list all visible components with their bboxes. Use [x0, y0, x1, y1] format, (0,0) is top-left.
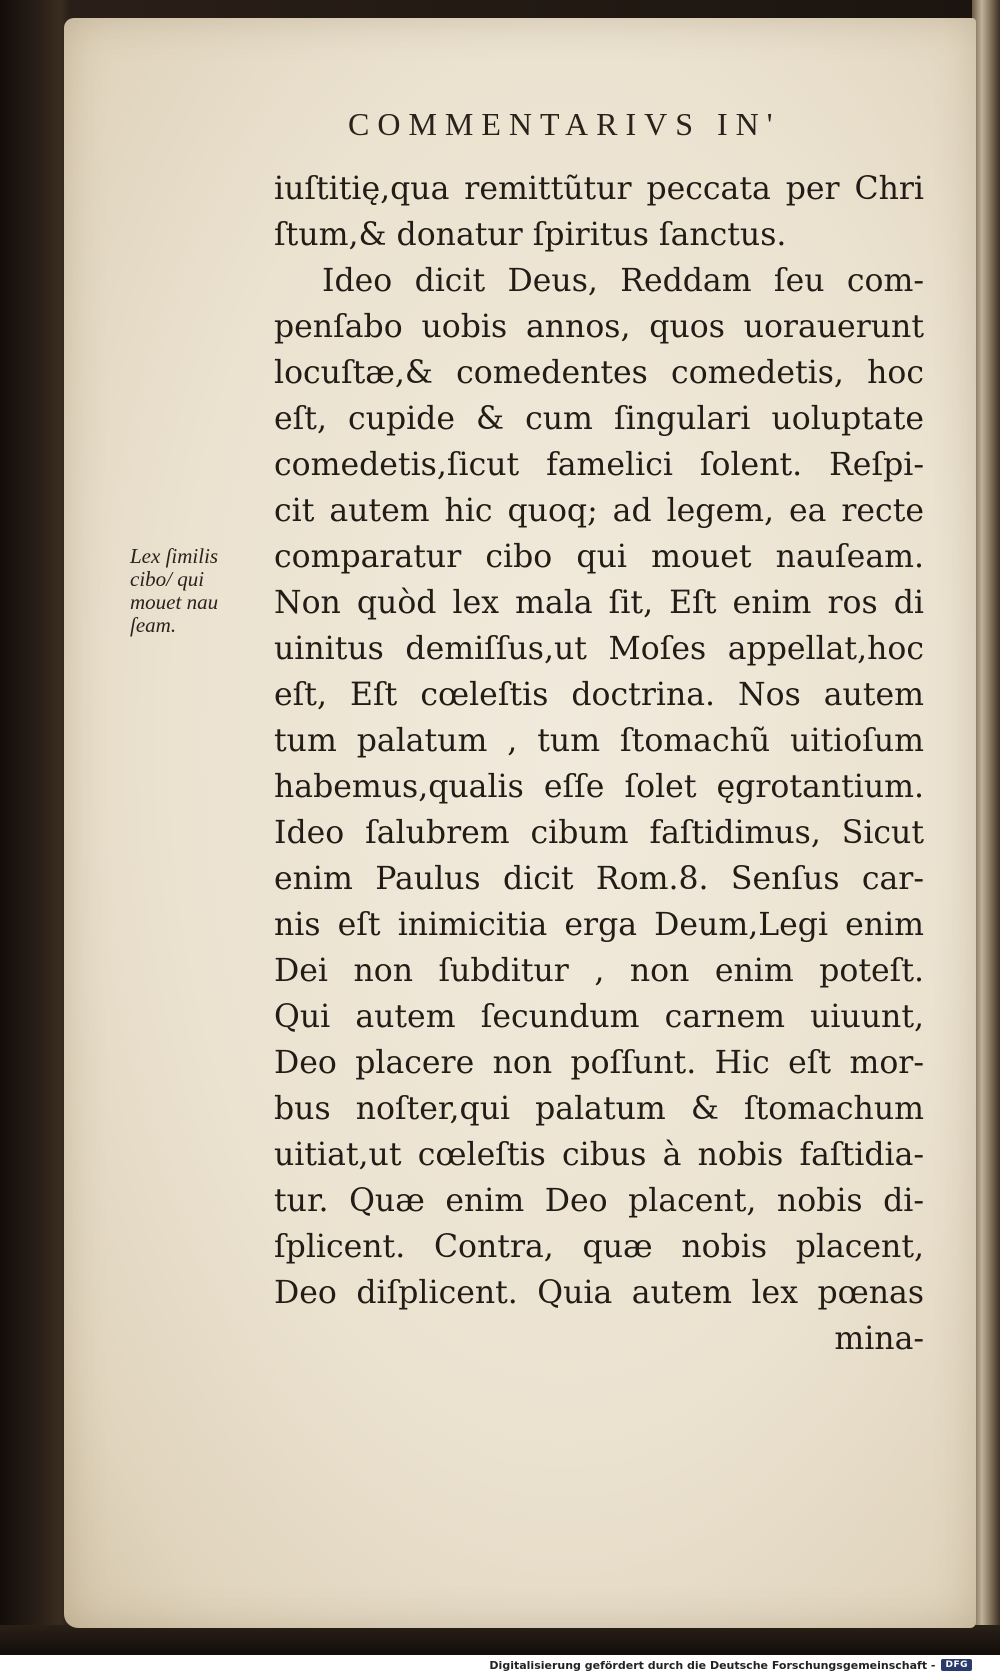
text-line: uinitus demiſſus,ut Moſes appellat,hoc	[274, 631, 924, 667]
text-line: eſt, cupide & cum ſingulari uoluptate	[274, 401, 924, 437]
text-line: Deo diſplicent. Quia autem lex pœnas	[274, 1275, 924, 1311]
text-line: Non quòd lex mala ſit, Eſt enim ros di	[274, 585, 924, 621]
running-head: COMMENTARIVS IN'	[348, 106, 781, 142]
text-line: habemus,qualis eſſe ſolet ęgrotantium.	[274, 769, 924, 805]
text-line: Dei non ſubditur , non enim poteſt.	[274, 953, 924, 989]
text-line: enim Paulus dicit Rom.8. Senſus car-	[274, 861, 924, 897]
text-line: tur. Quæ enim Deo placent, nobis di-	[274, 1183, 924, 1219]
marginal-note-line: ſeam.	[130, 613, 177, 637]
text-line: Deo placere non poſſunt. Hic eſt mor-	[274, 1045, 924, 1081]
marginal-note-line: Lex ſimilis	[130, 544, 219, 568]
marginal-note-line: cibo/ qui	[130, 567, 205, 591]
text-line: ſtum,& donatur ſpiritus ſanctus.	[274, 217, 787, 253]
text-line: cit autem hic quoq; ad legem, ea recte	[274, 493, 924, 529]
marginal-note-line: mouet nau	[130, 590, 219, 614]
marginal-note	[130, 545, 270, 637]
text-line: penſabo uobis annos, quos uorauerunt	[274, 309, 924, 345]
text-line: tum palatum , tum ſtomachũ uitioſum	[274, 723, 924, 759]
text-line: comparatur cibo qui mouet nauſeam.	[274, 539, 924, 575]
text-line: Ideo ſalubrem cibum faſtidimus, Sicut	[274, 815, 924, 851]
text-line: ſplicent. Contra, quæ nobis placent,	[274, 1229, 924, 1265]
digitization-credit	[489, 1657, 972, 1673]
text-line: iuſtitię,qua remittũtur peccata per Chri	[274, 171, 924, 207]
credit-text: Digitalisierung gefördert durch die Deutsche Forschungsgemeinschaft -	[489, 1658, 936, 1672]
book-page	[64, 18, 976, 1628]
body-text	[274, 166, 924, 1362]
text-line: bus noſter,qui palatum & ſtomachum	[274, 1091, 924, 1127]
text-line: comedetis,ſicut famelici ſolent. Reſpi-	[274, 447, 924, 483]
text-line: Ideo dicit Deus, Reddam ſeu com-	[322, 263, 924, 299]
catchword: mina-	[834, 1321, 924, 1357]
text-line: locuſtæ,& comedentes comedetis, hoc	[274, 355, 924, 391]
book-fore-edge	[972, 0, 1000, 1655]
scan-bottom-edge	[0, 1625, 1000, 1655]
text-line: Qui autem ſecundum carnem uiuunt,	[274, 999, 924, 1035]
dfg-logo: DFG	[941, 1659, 972, 1671]
text-line: eſt, Eſt cœleſtis doctrina. Nos autem	[274, 677, 924, 713]
text-line: uitiat,ut cœleſtis cibus à nobis faſtidia-	[274, 1137, 924, 1173]
text-line: nis eſt inimicitia erga Deum,Legi enim	[274, 907, 924, 943]
